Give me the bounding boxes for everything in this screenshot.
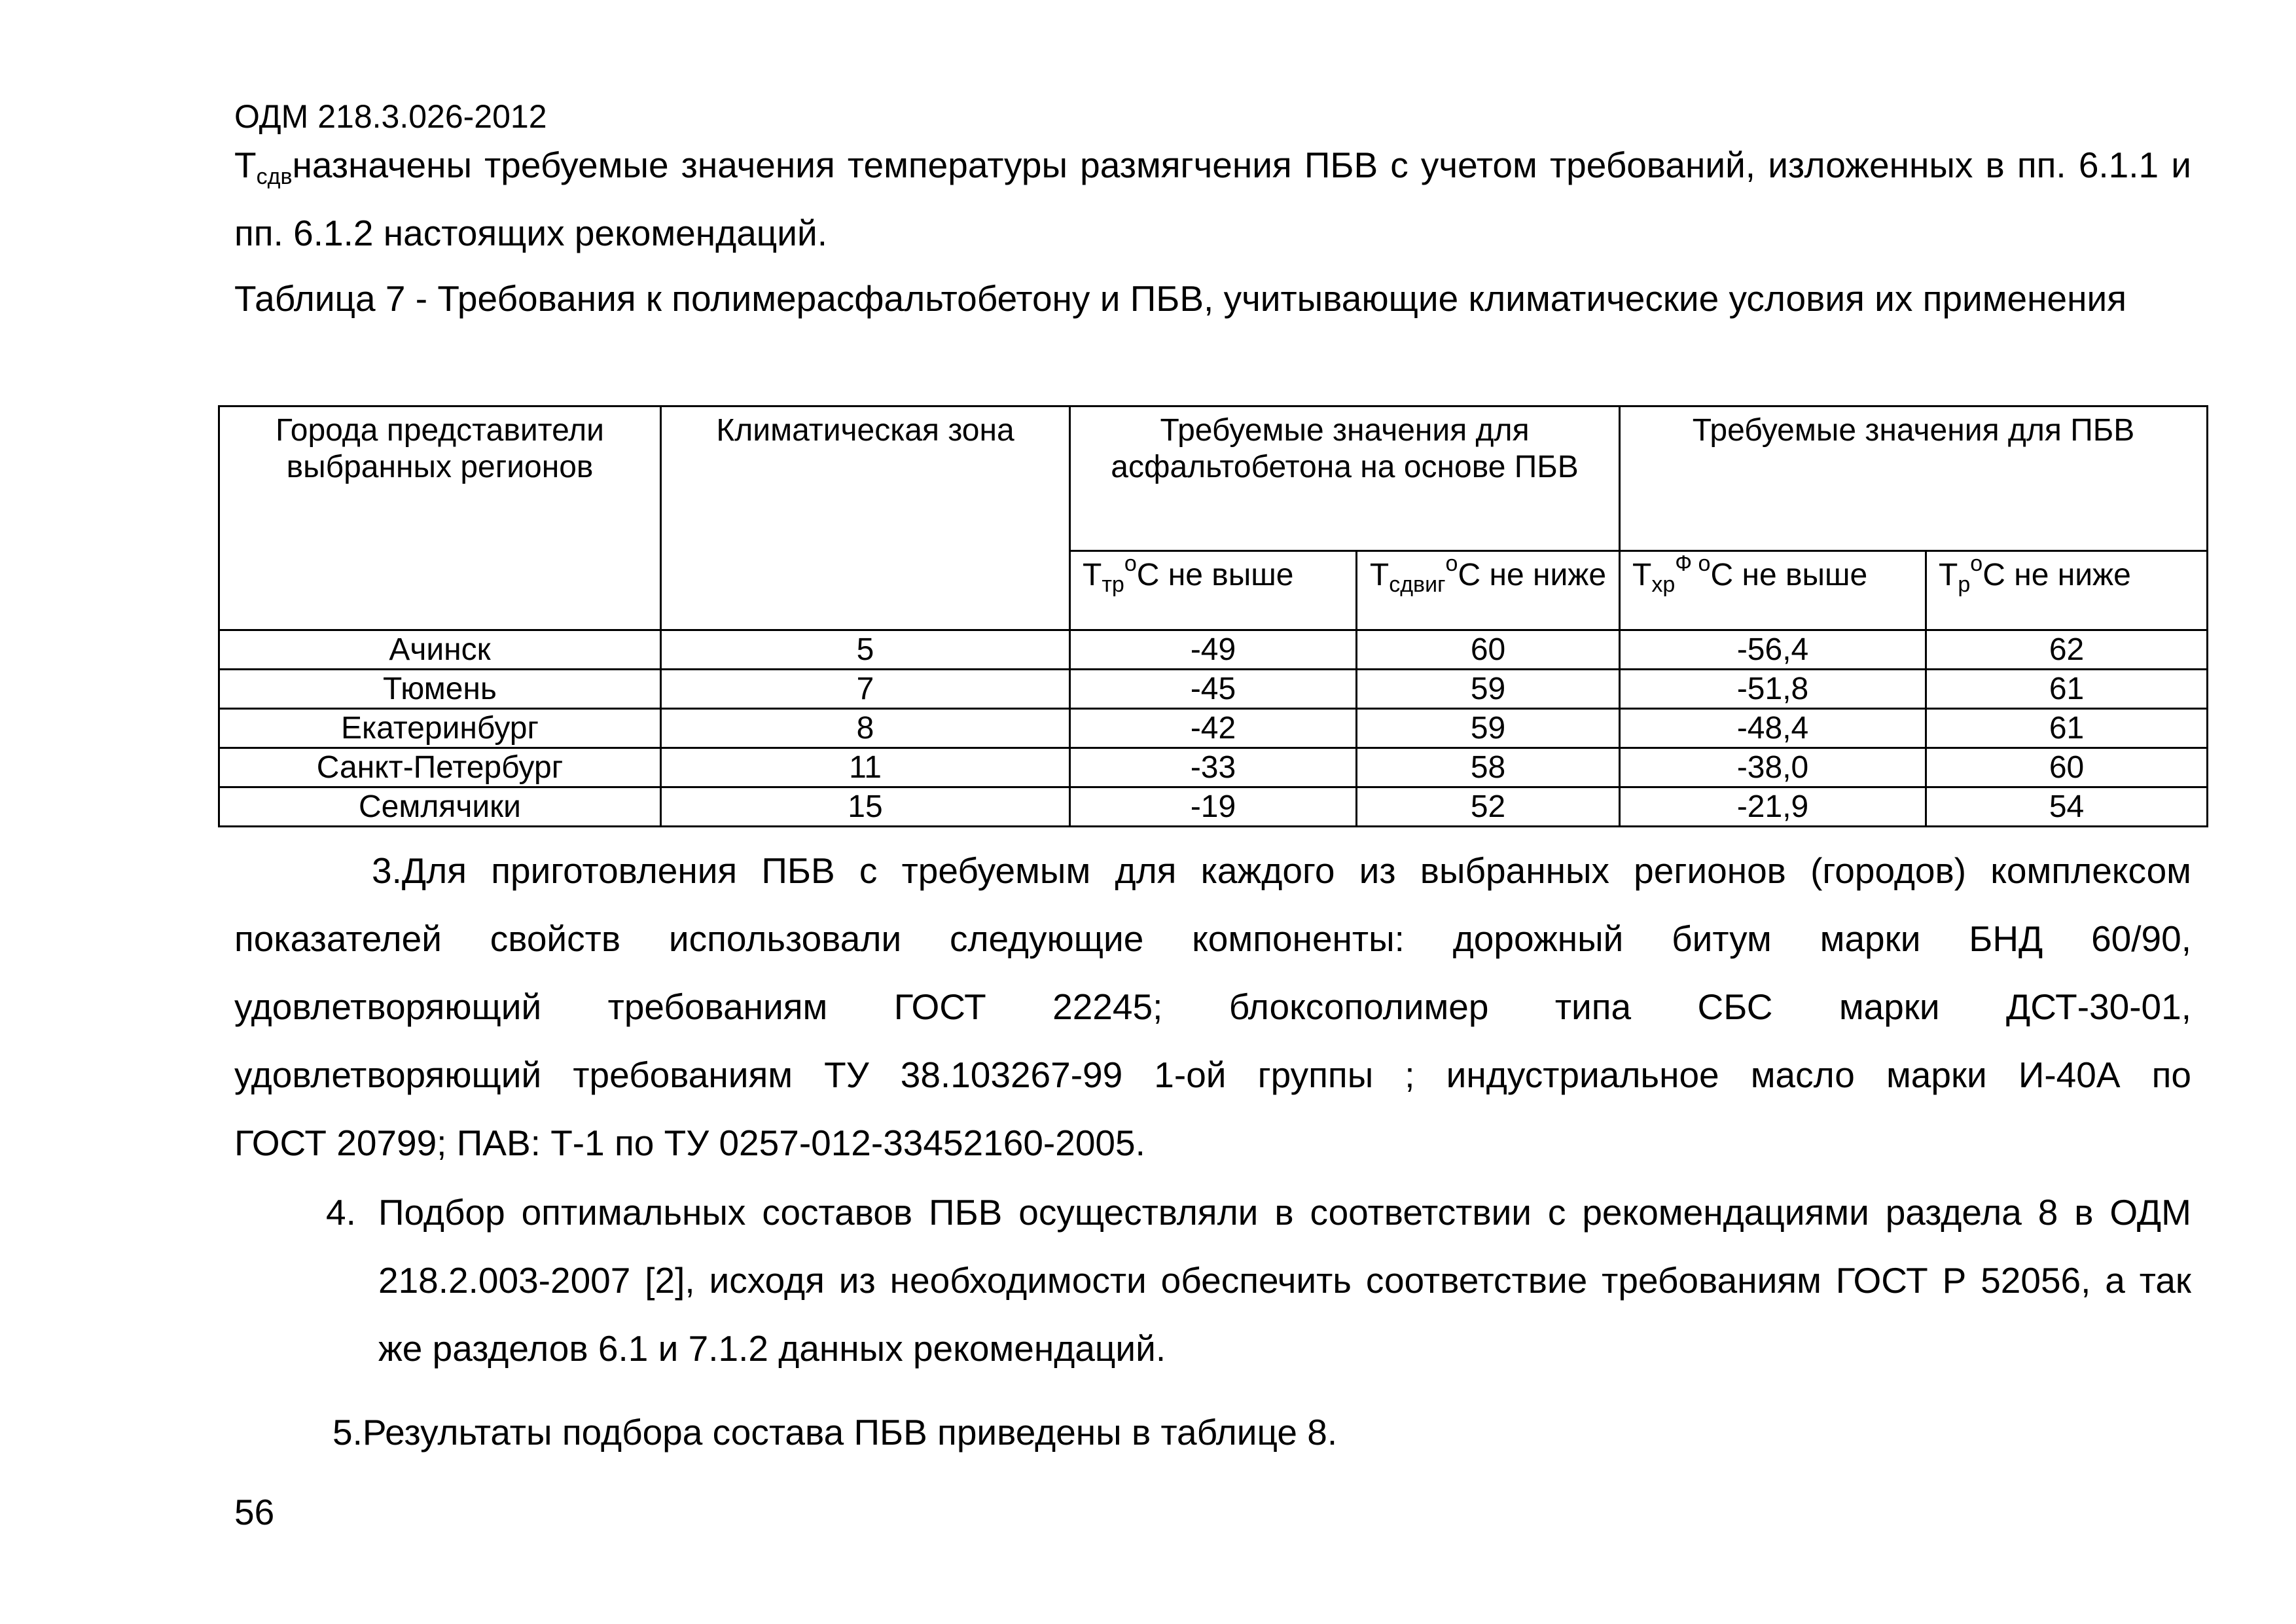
paragraph-3-line: удовлетворяющий требованиям ГОСТ 22245; блоксополимер типа СБС марки ДСТ-30-01, — [234, 986, 2191, 1027]
document-code: ОДМ 218.3.026-2012 — [234, 98, 547, 135]
cell-city: Ачинск — [219, 630, 661, 670]
intro-paragraph — [234, 131, 2191, 267]
paragraph-3 — [234, 837, 2191, 1177]
symbol-subscript: сдв — [256, 164, 293, 189]
cell-zone: 11 — [661, 748, 1070, 787]
cell-tr: 62 — [1926, 630, 2208, 670]
header-cities: Города представители выбранных регионов — [219, 406, 661, 630]
cell-ttr: -49 — [1070, 630, 1357, 670]
cell-thr: -56,4 — [1620, 630, 1926, 670]
paragraph-4 — [326, 1178, 2191, 1382]
intro-text: назначены требуемые значения температуры размягчения ПБВ с учетом требований, изложенных в пп. 6.1.1 и пп. 6.1.2 настоящих рекомендаций. — [234, 145, 2191, 253]
cell-ttr: -42 — [1070, 709, 1357, 748]
symbol-base: Т — [234, 145, 257, 185]
cell-city: Санкт-Петербург — [219, 748, 661, 787]
cell-ttr: -19 — [1070, 787, 1357, 827]
cell-thr: -21,9 — [1620, 787, 1926, 827]
cell-tsdvig: 59 — [1357, 670, 1620, 709]
paragraph-3-line: показателей свойств использовали следующие компоненты: дорожный битум марки БНД 60/90, — [234, 918, 2191, 959]
cell-tr: 54 — [1926, 787, 2208, 827]
header-tr: $Т_р^оС$ не ниже — [1926, 551, 2208, 630]
table-row — [219, 787, 2208, 827]
list-number: 4. — [326, 1192, 356, 1233]
cell-zone: 8 — [661, 709, 1070, 748]
cell-city: Тюмень — [219, 670, 661, 709]
cell-tsdvig: 52 — [1357, 787, 1620, 827]
cell-thr: -48,4 — [1620, 709, 1926, 748]
header-ttr: $Т_{тр}^оС$ не выше — [1070, 551, 1357, 630]
cell-ttr: -45 — [1070, 670, 1357, 709]
paragraph-3-line: ГОСТ 20799; ПАВ: Т-1 по ТУ 0257-012-33452160-2005. — [234, 1123, 1145, 1163]
cell-thr: -51,8 — [1620, 670, 1926, 709]
paragraph-3-line: удовлетворяющий требованиям ТУ 38.103267-99 1-ой группы ; индустриальное масло марки И-40А по — [234, 1055, 2191, 1095]
cell-zone: 5 — [661, 630, 1070, 670]
header-pbv-group: Требуемые значения для ПБВ — [1620, 406, 2208, 551]
table-caption: Таблица 7 - Требования к полимерасфальтобетону и ПБВ, учитывающие климатические условия их применения — [234, 278, 2126, 319]
cell-zone: 7 — [661, 670, 1070, 709]
header-thr: $Т_{хр}^{Ф о}С$ не выше — [1620, 551, 1926, 630]
cell-thr: -38,0 — [1620, 748, 1926, 787]
cell-city: Екатеринбург — [219, 709, 661, 748]
cell-tsdvig: 58 — [1357, 748, 1620, 787]
table-row — [219, 670, 2208, 709]
cell-zone: 15 — [661, 787, 1070, 827]
table-row — [219, 748, 2208, 787]
cell-tr: 60 — [1926, 748, 2208, 787]
header-asphalt-group: Требуемые значения для асфальтобетона на основе ПБВ — [1070, 406, 1620, 551]
paragraph-4-text: Подбор оптимальных составов ПБВ осуществляли в соответствии с рекомендациями раздела 8 в ОДМ 218.2.003-2007 [2], исходя из необходимости обеспечить соответствие требованиям ГОСТ Р 52056, а так же разделов 6.1 и 7.1.2 данных рекомендаций. — [378, 1192, 2191, 1369]
table-row — [219, 630, 2208, 670]
requirements-table — [218, 405, 2208, 827]
paragraph-5: 5.Результаты подбора состава ПБВ приведены в таблице 8. — [332, 1412, 1338, 1453]
cell-tr: 61 — [1926, 709, 2208, 748]
table-row — [219, 709, 2208, 748]
page-number: 56 — [234, 1492, 275, 1532]
cell-tsdvig: 59 — [1357, 709, 1620, 748]
paragraph-3-line: 3.Для приготовления ПБВ с требуемым для каждого из выбранных регионов (городов) комплексом — [372, 850, 2191, 891]
cell-tr: 61 — [1926, 670, 2208, 709]
cell-tsdvig: 60 — [1357, 630, 1620, 670]
cell-ttr: -33 — [1070, 748, 1357, 787]
cell-city: Семлячики — [219, 787, 661, 827]
header-zone: Климатическая зона — [661, 406, 1070, 630]
header-tsdvig: $Т_{сдвиг}^оС$ не ниже — [1357, 551, 1620, 630]
